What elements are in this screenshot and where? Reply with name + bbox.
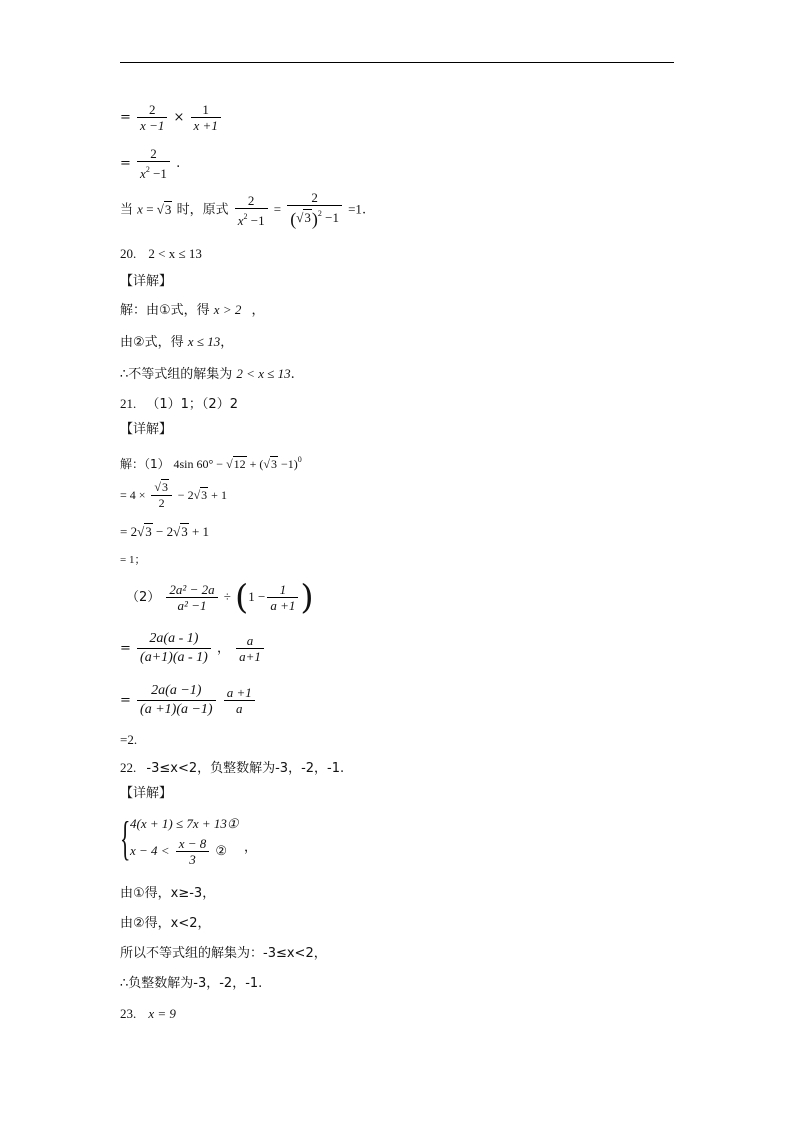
answer-text: （1）1；（2）2 (146, 397, 238, 412)
fraction-denominator: x +1 (193, 118, 218, 133)
step-label: 解：（1） (120, 457, 170, 471)
q22-step-1: 由①得，x≥-3， (120, 886, 216, 901)
fraction-numerator: a +1 (224, 685, 255, 701)
question-number: 21. (120, 396, 137, 411)
question-21-answer (120, 396, 238, 413)
math-expr: x ≤ 13 (187, 334, 221, 349)
fraction-denominator: x −1 (140, 118, 165, 133)
fraction-numerator: 1 (191, 102, 221, 118)
q22-step-3: 所以不等式组的解集为：-3≤x<2， (120, 946, 327, 961)
question-number: 22. (120, 760, 137, 775)
fraction-denominator: a (236, 701, 243, 716)
step-text: 由②式，得 (120, 335, 184, 350)
punct: ， (251, 303, 265, 318)
divide-sign: ÷ (223, 589, 231, 604)
operator: − (213, 457, 227, 471)
sqrt-radicand: 12 (233, 457, 246, 471)
math-term: −1) (278, 457, 298, 471)
fraction-denominator: a +1 (270, 598, 296, 613)
system-brace: { (120, 812, 131, 865)
punct: ， (216, 641, 230, 656)
question-23-answer (120, 1006, 176, 1023)
fraction-numerator: a (236, 633, 264, 649)
punct: ， (220, 335, 234, 350)
math-term: − 2 (152, 524, 174, 539)
fraction-denominator: 3 (189, 852, 196, 867)
step-text: ∴不等式组的解集为 (120, 367, 233, 382)
fraction-denominator: (a+1)(a - 1) (140, 650, 208, 665)
sqrt-radicand: 3 (304, 210, 311, 225)
result: =1 (348, 201, 362, 217)
sqrt-radicand: 3 (164, 201, 172, 217)
system-inequality-2 (130, 836, 227, 867)
math-term: = 4 × (120, 488, 146, 502)
text-original-expression: 时，原式 (176, 202, 229, 218)
var-x: x (137, 201, 143, 217)
fraction-denominator: (a +1)(a −1) (140, 702, 213, 717)
fraction-numerator: 2 (287, 190, 342, 206)
answer-text: x = 9 (148, 1006, 176, 1021)
sqrt-radicand: 3 (181, 524, 188, 539)
q22-step-4: ∴负整数解为-3，-2，-1. (120, 976, 263, 991)
fraction-denominator: 2 (158, 496, 165, 510)
q21-part1-line2: = 4 × $\frac{√3}{2}$ − 2√3 + 1 (120, 480, 227, 510)
equals-sign: = (142, 201, 157, 217)
fraction-denominator: a+1 (239, 649, 261, 664)
eq-line-1 (120, 102, 223, 133)
fraction-numerator: 1 (267, 582, 298, 598)
math-term: − 2 (177, 488, 194, 502)
times-sign: × (173, 110, 185, 125)
header-rule (120, 62, 674, 63)
q21-part1-line3: = 2√3 − 2√3 + 1 (120, 524, 210, 539)
system-comma: ， (244, 840, 258, 855)
q21-part2-expr: （2） $\frac{\text{2a² − 2a}}{\text{a² −1}}$ ÷ (1 − $\frac{1}{a +1}$ ) (126, 577, 314, 618)
math-expr: 2 < x ≤ 13 (236, 366, 291, 381)
denominator-rest: −1 (321, 210, 339, 225)
q20-step-1 (120, 302, 265, 319)
math-term: + 1 (188, 524, 210, 539)
text-dang: 当 (120, 202, 134, 218)
sqrt-radicand: 3 (201, 488, 208, 502)
detail-heading: 【详解】 (120, 422, 173, 437)
equals-sign: = (273, 201, 282, 217)
exponent: 2 (243, 211, 248, 221)
system-inequality-1: 4(x + 1) ≤ 7x + 13① (130, 816, 239, 831)
detail-heading: 【详解】 (120, 274, 173, 289)
math-term: = 2 (120, 524, 138, 539)
math-term: 4sin 60° (173, 457, 214, 471)
eq-line-3: 当 x = √3 时，原式 $\frac{2}{x^2 -1}$ = $\frac{2}{(√3)^2 -1}$ =1. (120, 190, 367, 230)
math-expr: x > 2 (213, 302, 242, 317)
detail-heading: 【详解】 (120, 786, 173, 801)
step-label: （2） (126, 590, 161, 605)
question-number: 23. (120, 1006, 137, 1021)
equals-sign: = (120, 110, 131, 125)
q21-part2-line3: = $\frac{2a(a -1)}{(a +1)(a -1)}$ $\frac{a +1}{a}$ (120, 682, 257, 719)
exponent: 2 (317, 209, 322, 218)
sqrt-radicand: 3 (161, 480, 168, 494)
q20-step-2 (120, 334, 233, 351)
denominator-rest: −1 (247, 212, 265, 228)
period: . (176, 156, 181, 171)
question-22-answer (120, 760, 344, 777)
step-text: 解：由①式，得 (120, 303, 210, 318)
denominator-rest: −1 (149, 166, 167, 181)
var-x: x (140, 166, 146, 181)
eq-line-2 (120, 146, 180, 181)
fraction-numerator: 2a(a - 1) (137, 630, 211, 649)
fraction-numerator: 2a² − 2a (166, 582, 217, 598)
fraction-numerator: 2 (235, 193, 268, 209)
math-term: + 1 (208, 488, 227, 502)
answer-text: -3≤x<2，负整数解为-3，-2，-1. (146, 761, 345, 776)
fraction-denominator: a² −1 (177, 598, 207, 613)
equals-sign: = (120, 156, 131, 171)
q20-step-3 (120, 366, 295, 383)
exponent: 2 (145, 165, 150, 174)
q22-step-2: 由②得，x<2， (120, 916, 211, 931)
fraction-numerator: 2 (137, 146, 170, 162)
q21-part2-line2: = $\frac{2a(a - 1)}{(a+1)(a - 1)}$ ， $\frac{a}{a+1}$ (120, 630, 266, 667)
var-x: x (237, 212, 244, 228)
period: . (361, 202, 367, 218)
sqrt-radicand: 3 (271, 457, 278, 471)
fraction-numerator: 2 (137, 102, 167, 118)
sqrt-radicand: 3 (145, 524, 152, 539)
exponent: 0 (297, 455, 302, 464)
q21-part1-expr: 解：（1） 4sin $60^\circ - √12 + (√3 -1)^0$ (120, 455, 302, 471)
math-term: 1 − (248, 589, 266, 604)
operator: + ( (246, 457, 264, 471)
math-term: x − 4 < (130, 843, 170, 858)
fraction-numerator: 2a(a −1) (137, 682, 216, 701)
circled-two: ② (215, 844, 228, 859)
q21-part1-result: = 1； (120, 554, 146, 566)
period: . (290, 367, 295, 382)
question-number: 20. (120, 246, 137, 261)
fraction-numerator: x − 8 (176, 836, 210, 852)
answer-text: 2 < x ≤ 13 (148, 246, 202, 261)
question-20-answer (120, 246, 202, 263)
q21-part2-result: =2. (120, 732, 138, 747)
